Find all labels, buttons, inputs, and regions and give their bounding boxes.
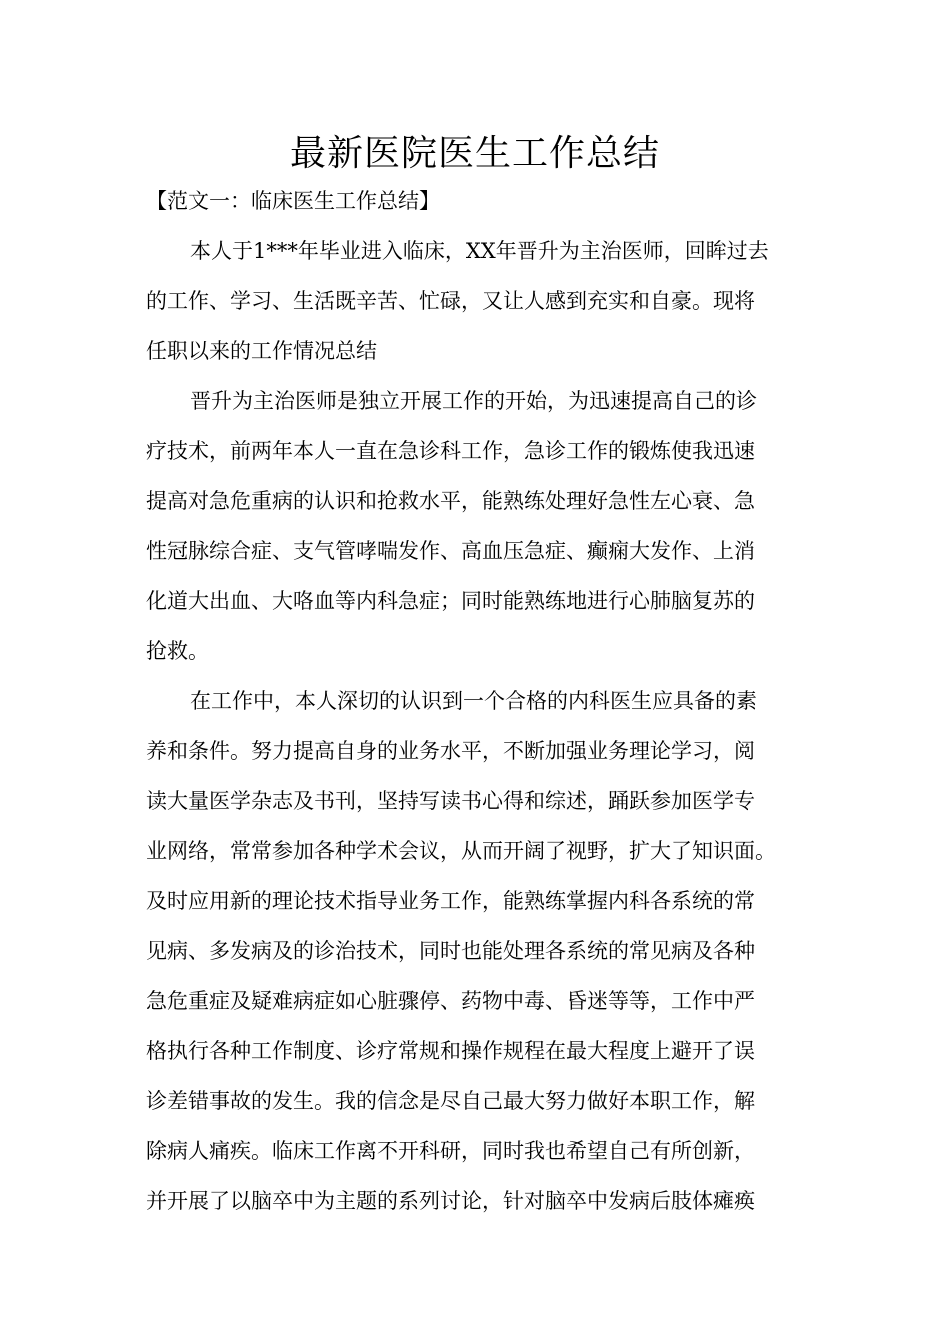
paragraph-line: 见病、多发病及的诊治技术，同时也能处理各系统的常见病及各种	[146, 939, 755, 963]
paragraph-line: 晋升为主治医师是独立开展工作的开始，为迅速提高自己的诊	[190, 389, 757, 413]
paragraph-line: 急危重症及疑难病症如心脏骤停、药物中毒、昏迷等等，工作中严	[146, 989, 755, 1013]
paragraph-line: 任职以来的工作情况总结	[146, 339, 377, 363]
paragraph-line: 格执行各种工作制度、诊疗常规和操作规程在最大程度上避开了误	[146, 1039, 755, 1063]
paragraph-line: 化道大出血、大咯血等内科急症；同时能熟练地进行心肺脑复苏的	[146, 589, 755, 613]
paragraph-line: 疗技术，前两年本人一直在急诊科工作，急诊工作的锻炼使我迅速	[146, 439, 755, 463]
paragraph-line: 业网络，常常参加各种学术会议，从而开阔了视野，扩大了知识面。	[146, 839, 776, 863]
paragraph-line: 的工作、学习、生活既辛苦、忙碌，又让人感到充实和自豪。现将	[146, 289, 755, 313]
section-heading: 【范文一：临床医生工作总结】	[146, 189, 440, 213]
paragraph-line: 及时应用新的理论技术指导业务工作，能熟练掌握内科各系统的常	[146, 889, 755, 913]
paragraph-line: 在工作中，本人深切的认识到一个合格的内科医生应具备的素	[190, 689, 757, 713]
paragraph-line: 提高对急危重病的认识和抢救水平，能熟练处理好急性左心衰、急	[146, 489, 755, 513]
paragraph-line: 诊差错事故的发生。我的信念是尽自己最大努力做好本职工作，解	[146, 1089, 755, 1113]
document-title: 最新医院医生工作总结	[289, 133, 660, 174]
paragraph-line: 读大量医学杂志及书刊，坚持写读书心得和综述，踊跃参加医学专	[146, 789, 755, 813]
paragraph-line: 抢救。	[146, 639, 209, 663]
paragraph-line: 本人于1***年毕业进入临床，XX年晋升为主治医师，回眸过去	[190, 239, 769, 263]
paragraph-line: 性冠脉综合症、支气管哮喘发作、高血压急症、癫痫大发作、上消	[146, 539, 755, 563]
paragraph-line: 除病人痛疾。临床工作离不开科研，同时我也希望自己有所创新，	[146, 1139, 755, 1163]
paragraph-line: 并开展了以脑卒中为主题的系列讨论，针对脑卒中发病后肢体瘫痪	[146, 1189, 755, 1213]
paragraph-line: 养和条件。努力提高自身的业务水平，不断加强业务理论学习，阅	[146, 739, 755, 763]
